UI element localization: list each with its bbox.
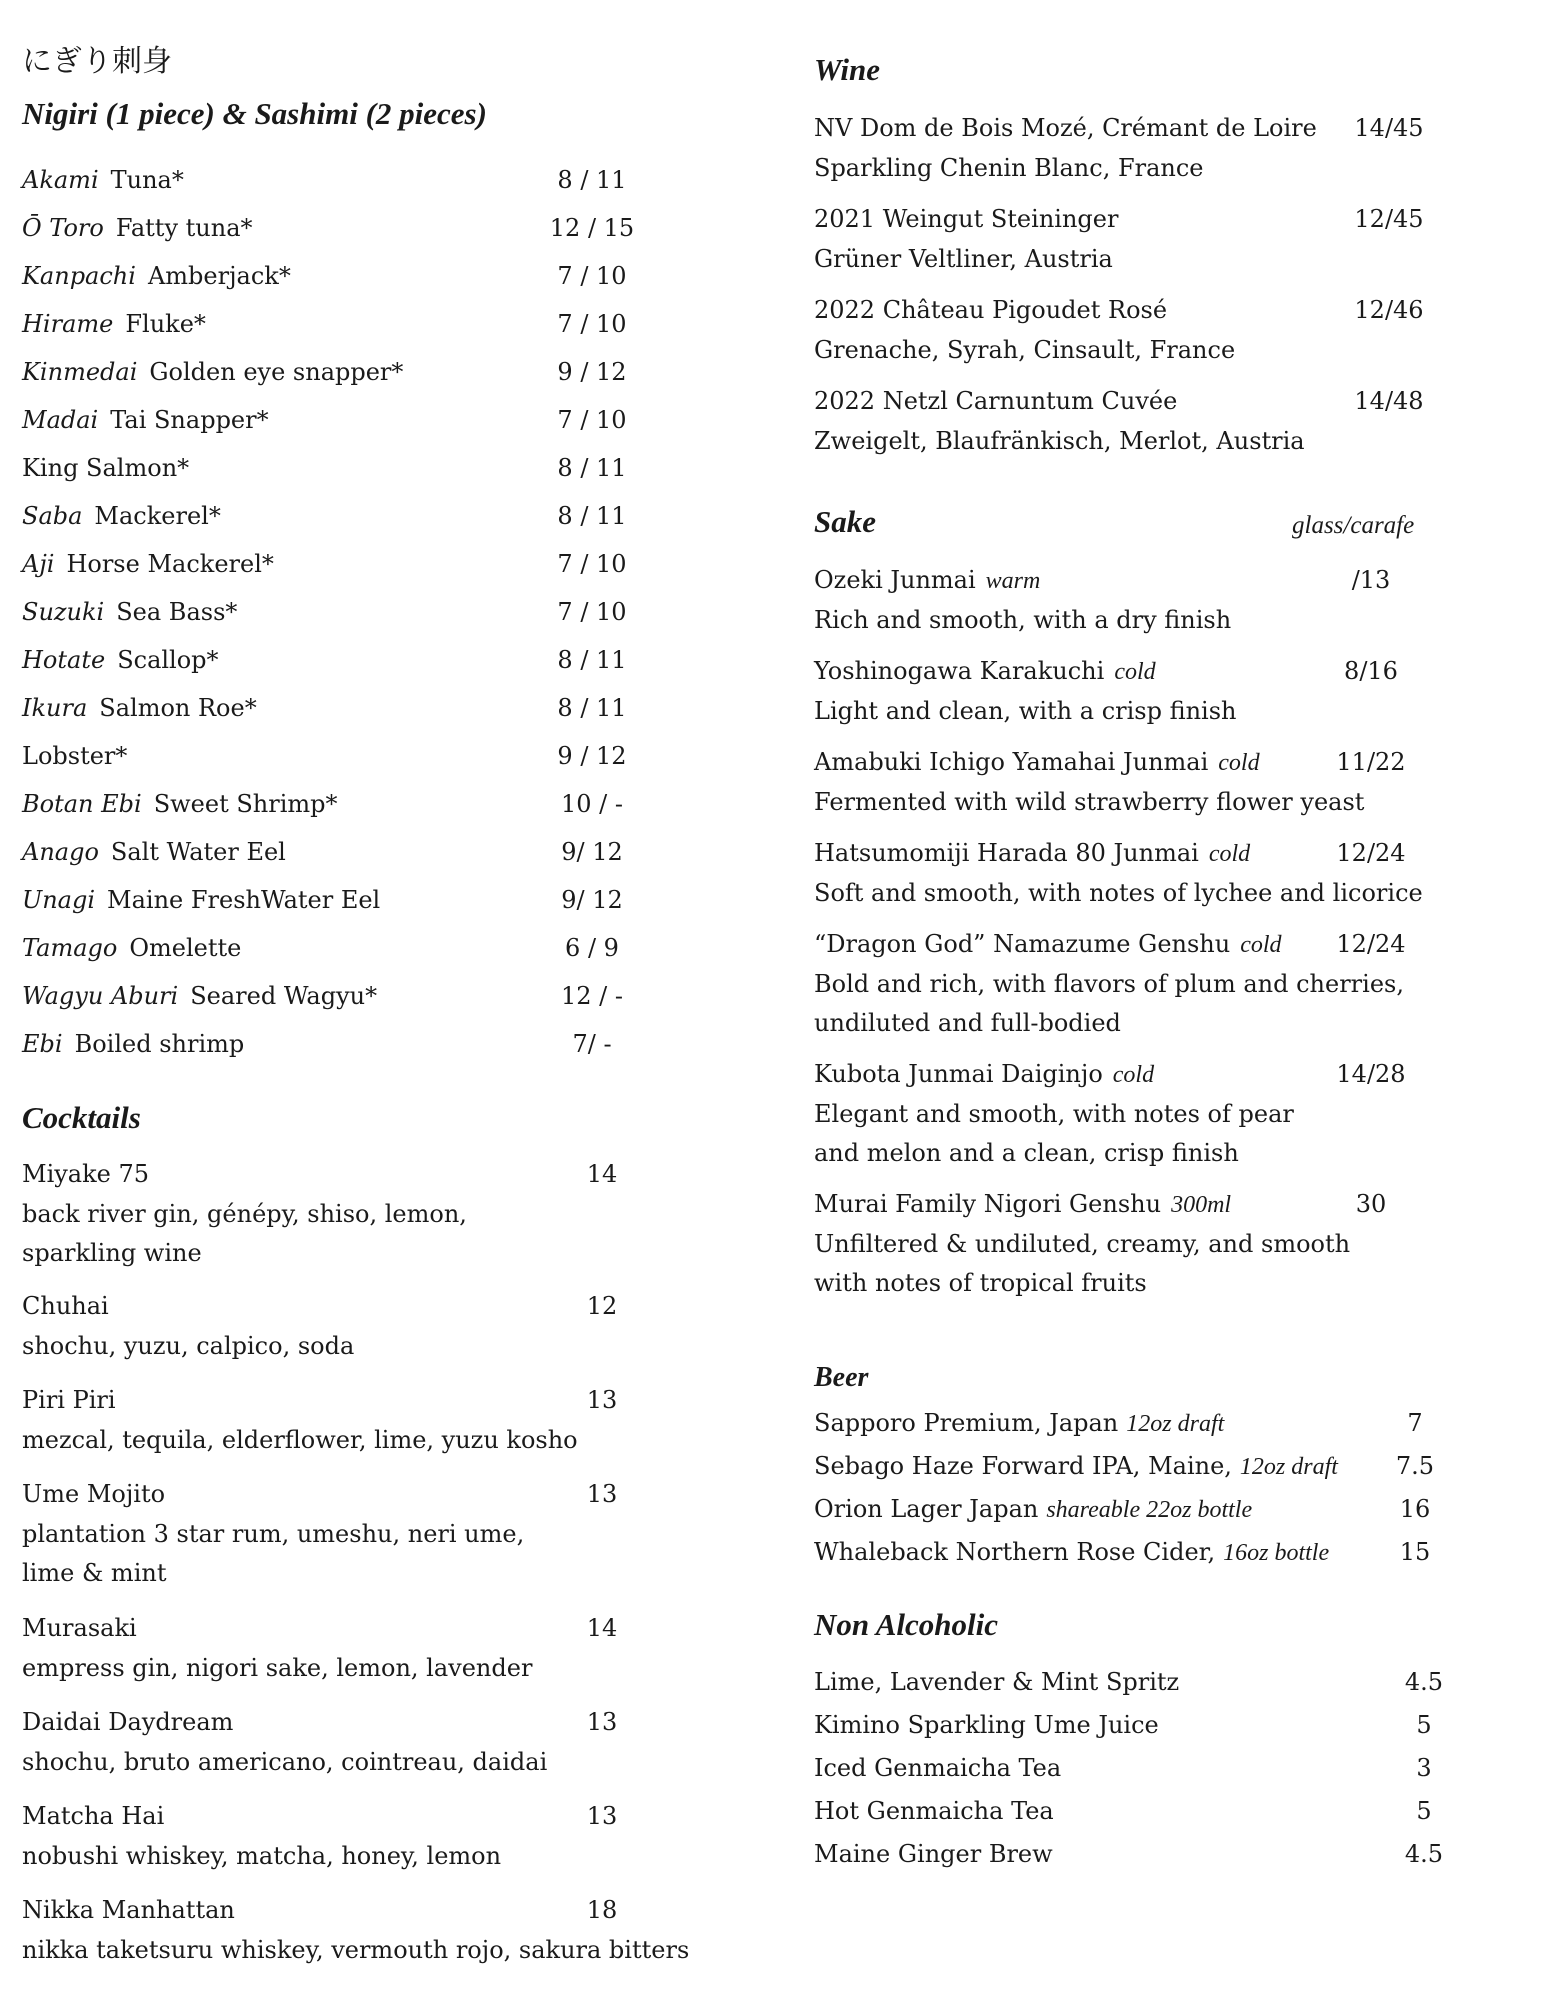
beer-item [814,1452,1338,1481]
nigiri-price: 8 / 11 [557,694,627,722]
sake-name: Hatsumomiji Harada 80 Junmai [814,839,1199,867]
nigiri-english-name: Salt Water Eel [110,838,286,866]
beer-price: 7 [1407,1409,1423,1437]
nigiri-price: 9/ 12 [561,838,623,866]
nigiri-japanese-name: Wagyu Aburi [22,982,179,1010]
wine-name: NV Dom de Bois Mozé, Crémant de Loire [814,114,1317,142]
sake-serving-note: cold [1112,1062,1155,1088]
cocktails-title: Cocktails [22,1100,141,1135]
cocktail-description: shochu, yuzu, calpico, soda [22,1332,355,1360]
sake-serving-note: cold [1208,841,1251,867]
nigiri-price: 8 / 11 [557,502,627,530]
sake-name-row [814,1060,1154,1089]
sake-description: Rich and smooth, with a dry finish [814,606,1232,634]
sake-description: Fermented with wild strawberry flower yeast [814,788,1365,816]
cocktail-description: sparkling wine [22,1239,202,1267]
nigiri-price: 8 / 11 [557,166,627,194]
sake-serving-note: warm [985,568,1041,594]
beer-size: 16oz bottle [1223,1540,1330,1566]
nigiri-japanese-name: Aji [22,550,55,578]
nigiri-item [22,406,269,434]
nigiri-price: 7 / 10 [557,550,627,578]
nigiri-japanese-name: Saba [22,502,83,530]
cocktail-name: Chuhai [22,1292,109,1320]
cocktail-description: nobushi whiskey, matcha, honey, lemon [22,1842,502,1870]
beer-name: Sebago Haze Forward IPA, Maine, [814,1452,1232,1480]
beer-size: 12oz draft [1239,1454,1338,1480]
cocktail-name: Miyake 75 [22,1160,150,1188]
nigiri-item [22,934,241,962]
nigiri-item [22,502,221,530]
nigiri-item [22,646,219,674]
nigiri-english-name: Sweet Shrimp* [153,790,338,818]
nigiri-english-name: Mackerel* [94,502,221,530]
nigiri-item [22,550,274,578]
nigiri-price: 10 / - [561,790,623,818]
non-alcoholic-name: Hot Genmaicha Tea [814,1797,1054,1825]
cocktail-description: empress gin, nigori sake, lemon, lavender [22,1654,533,1682]
cocktail-name: Nikka Manhattan [22,1896,235,1924]
cocktail-description: plantation 3 star rum, umeshu, neri ume, [22,1520,525,1548]
sake-name: Murai Family Nigori Genshu [814,1190,1162,1218]
nigiri-item [22,262,291,290]
sake-serving-note: 300ml [1171,1192,1232,1218]
nigiri-item [22,694,257,722]
nigiri-item [22,838,286,866]
wine-price: 14/48 [1354,387,1424,415]
sake-price: /13 [1351,566,1391,594]
non-alcoholic-price: 4.5 [1404,1840,1444,1868]
beer-size: 12oz draft [1126,1411,1225,1437]
cocktail-price: 14 [586,1160,618,1188]
non-alcoholic-price: 5 [1416,1797,1432,1825]
sake-serving-note: cold [1240,932,1282,958]
nigiri-price: 7 / 10 [557,310,627,338]
nigiri-price: 9 / 12 [557,742,627,770]
sake-price: 14/28 [1336,1060,1406,1088]
nigiri-japanese-name: Kinmedai [22,358,138,386]
sake-price: 30 [1355,1190,1387,1218]
sake-name-row [814,657,1156,686]
beer-name: Sapporo Premium, Japan [814,1409,1119,1437]
nigiri-item [22,454,189,482]
nigiri-item [22,742,127,770]
nigiri-price: 8 / 11 [557,454,627,482]
cocktail-description: mezcal, tequila, elderflower, lime, yuzu kosho [22,1426,578,1454]
nigiri-japanese-name: Ikura [22,694,88,722]
cocktail-description: nikka taketsuru whiskey, vermouth rojo, sakura bitters [22,1936,690,1964]
nigiri-english-name: Seared Wagyu* [190,982,378,1010]
wine-price: 14/45 [1354,114,1424,142]
cocktail-price: 13 [586,1708,618,1736]
nigiri-japanese-name: Unagi [22,886,96,914]
sake-name-row [814,930,1282,959]
nigiri-price: 6 / 9 [565,934,619,962]
cocktail-name: Daidai Daydream [22,1708,234,1736]
sake-name: Yoshinogawa Karakuchi [814,657,1105,685]
nigiri-price: 7 / 10 [557,406,627,434]
wine-title: Wine [814,52,881,87]
nigiri-english-name: Boiled shrimp [74,1030,245,1058]
nigiri-item [22,358,403,386]
cocktail-price: 12 [586,1292,618,1320]
non-alcoholic-name: Kimino Sparkling Ume Juice [814,1711,1159,1739]
nigiri-item [22,166,184,194]
nigiri-item [22,790,338,818]
sake-description: with notes of tropical fruits [814,1269,1147,1297]
sake-description: Elegant and smooth, with notes of pear [814,1100,1294,1128]
beer-price: 15 [1399,1538,1431,1566]
nigiri-english-name: Salmon Roe* [99,694,257,722]
non-alcoholic-price: 4.5 [1404,1668,1444,1696]
beer-item [814,1538,1329,1567]
sake-price: 8/16 [1344,657,1398,685]
beer-price: 16 [1399,1495,1431,1523]
sake-title: Sake [814,504,876,539]
sake-name-row [814,566,1040,595]
nigiri-japanese-name: Hotate [22,646,106,674]
cocktail-price: 18 [586,1896,618,1924]
nigiri-price: 12 / - [561,982,623,1010]
nigiri-japanese-title: にぎり刺身 [22,44,172,79]
nigiri-item [22,310,206,338]
cocktail-description: shochu, bruto americano, cointreau, daidai [22,1748,548,1776]
beer-name: Whaleback Northern Rose Cider, [814,1538,1216,1566]
sake-name: Kubota Junmai Daiginjo [814,1060,1103,1088]
nigiri-title: Nigiri (1 piece) & Sashimi (2 pieces) [22,96,487,131]
non-alcoholic-name: Lime, Lavender & Mint Spritz [814,1668,1180,1696]
nigiri-english-name: Golden eye snapper* [149,358,404,386]
cocktail-price: 13 [586,1802,618,1830]
nigiri-price: 8 / 11 [557,646,627,674]
non-alcoholic-price: 3 [1416,1754,1432,1782]
nigiri-price: 9 / 12 [557,358,627,386]
beer-item [814,1495,1252,1524]
cocktail-name: Ume Mojito [22,1480,166,1508]
cocktail-price: 13 [586,1480,618,1508]
nigiri-english-name: Tuna* [110,166,184,194]
nigiri-english-name: Sea Bass* [116,598,238,626]
nigiri-japanese-name: Tamago [22,934,118,962]
cocktail-price: 14 [586,1614,618,1642]
sake-glass-carafe-note: glass/carafe [1292,512,1415,539]
nigiri-japanese-name: Ebi [22,1030,63,1058]
wine-price: 12/45 [1354,205,1424,233]
non-alcoholic-title: Non Alcoholic [814,1607,999,1642]
sake-name: Amabuki Ichigo Yamahai Junmai [814,748,1209,776]
cocktail-name: Piri Piri [22,1386,116,1414]
nigiri-japanese-name: Kanpachi [22,262,136,290]
beer-title: Beer [814,1362,869,1393]
non-alcoholic-name: Iced Genmaicha Tea [814,1754,1062,1782]
nigiri-price: 7 / 10 [557,262,627,290]
nigiri-english-name: King Salmon* [22,454,190,482]
nigiri-english-name: Horse Mackerel* [66,550,274,578]
beer-name: Orion Lager Japan [814,1495,1039,1523]
sake-name-row [814,1190,1231,1219]
beer-price: 7.5 [1395,1452,1435,1480]
cocktail-name: Murasaki [22,1614,137,1642]
nigiri-item [22,1030,244,1058]
sake-price: 11/22 [1336,748,1406,776]
wine-name: 2022 Château Pigoudet Rosé [814,296,1168,324]
sake-price: 12/24 [1336,930,1406,958]
nigiri-japanese-name: Akami [22,166,99,194]
wine-name: 2022 Netzl Carnuntum Cuvée [814,387,1178,415]
nigiri-english-name: Fluke* [125,310,206,338]
wine-description: Sparkling Chenin Blanc, France [814,154,1204,182]
sake-name: “Dragon God” Namazume Genshu [814,930,1231,958]
non-alcoholic-name: Maine Ginger Brew [814,1840,1053,1868]
nigiri-japanese-name: Botan Ebi [22,790,142,818]
wine-description: Grüner Veltliner, Austria [814,245,1113,273]
nigiri-japanese-name: Madai [22,406,99,434]
cocktail-price: 13 [586,1386,618,1414]
nigiri-english-name: Omelette [129,934,242,962]
cocktail-description: back river gin, génépy, shiso, lemon, [22,1200,467,1228]
nigiri-price: 7 / 10 [557,598,627,626]
sake-name-row [814,748,1260,777]
cocktail-description: lime & mint [22,1559,167,1587]
nigiri-english-name: Scallop* [117,646,219,674]
nigiri-english-name: Lobster* [22,742,128,770]
nigiri-japanese-name: Suzuki [22,598,105,626]
wine-description: Grenache, Syrah, Cinsault, France [814,336,1236,364]
beer-item [814,1409,1224,1438]
nigiri-price: 7/ - [572,1030,612,1058]
non-alcoholic-price: 5 [1416,1711,1432,1739]
wine-description: Zweigelt, Blaufränkisch, Merlot, Austria [814,427,1305,455]
wine-name: 2021 Weingut Steininger [814,205,1119,233]
nigiri-english-name: Fatty tuna* [115,214,253,242]
sake-description: Unfiltered & undiluted, creamy, and smooth [814,1230,1351,1258]
sake-description: Light and clean, with a crisp finish [814,697,1237,725]
wine-price: 12/46 [1354,296,1424,324]
nigiri-item [22,214,253,242]
sake-description: and melon and a clean, crisp finish [814,1139,1239,1167]
nigiri-price: 12 / 15 [549,214,635,242]
beer-size: shareable 22oz bottle [1046,1497,1253,1523]
sake-description: Bold and rich, with flavors of plum and cherries, [814,970,1404,998]
sake-price: 12/24 [1336,839,1406,867]
nigiri-item [22,982,377,1010]
nigiri-japanese-name: Anago [22,838,99,866]
nigiri-english-name: Maine FreshWater Eel [107,886,381,914]
nigiri-english-name: Amberjack* [147,262,291,290]
sake-description: undiluted and full-bodied [814,1009,1121,1037]
nigiri-japanese-name: Hirame [22,310,114,338]
nigiri-japanese-name: Ō Toro [22,214,104,242]
nigiri-item [22,886,380,914]
sake-name-row [814,839,1250,868]
sake-serving-note: cold [1114,659,1156,685]
nigiri-item [22,598,237,626]
nigiri-english-name: Tai Snapper* [110,406,269,434]
nigiri-price: 9/ 12 [561,886,623,914]
sake-description: Soft and smooth, with notes of lychee and licorice [814,879,1423,907]
sake-name: Ozeki Junmai [814,566,976,594]
cocktail-name: Matcha Hai [22,1802,165,1830]
sake-serving-note: cold [1218,750,1260,776]
